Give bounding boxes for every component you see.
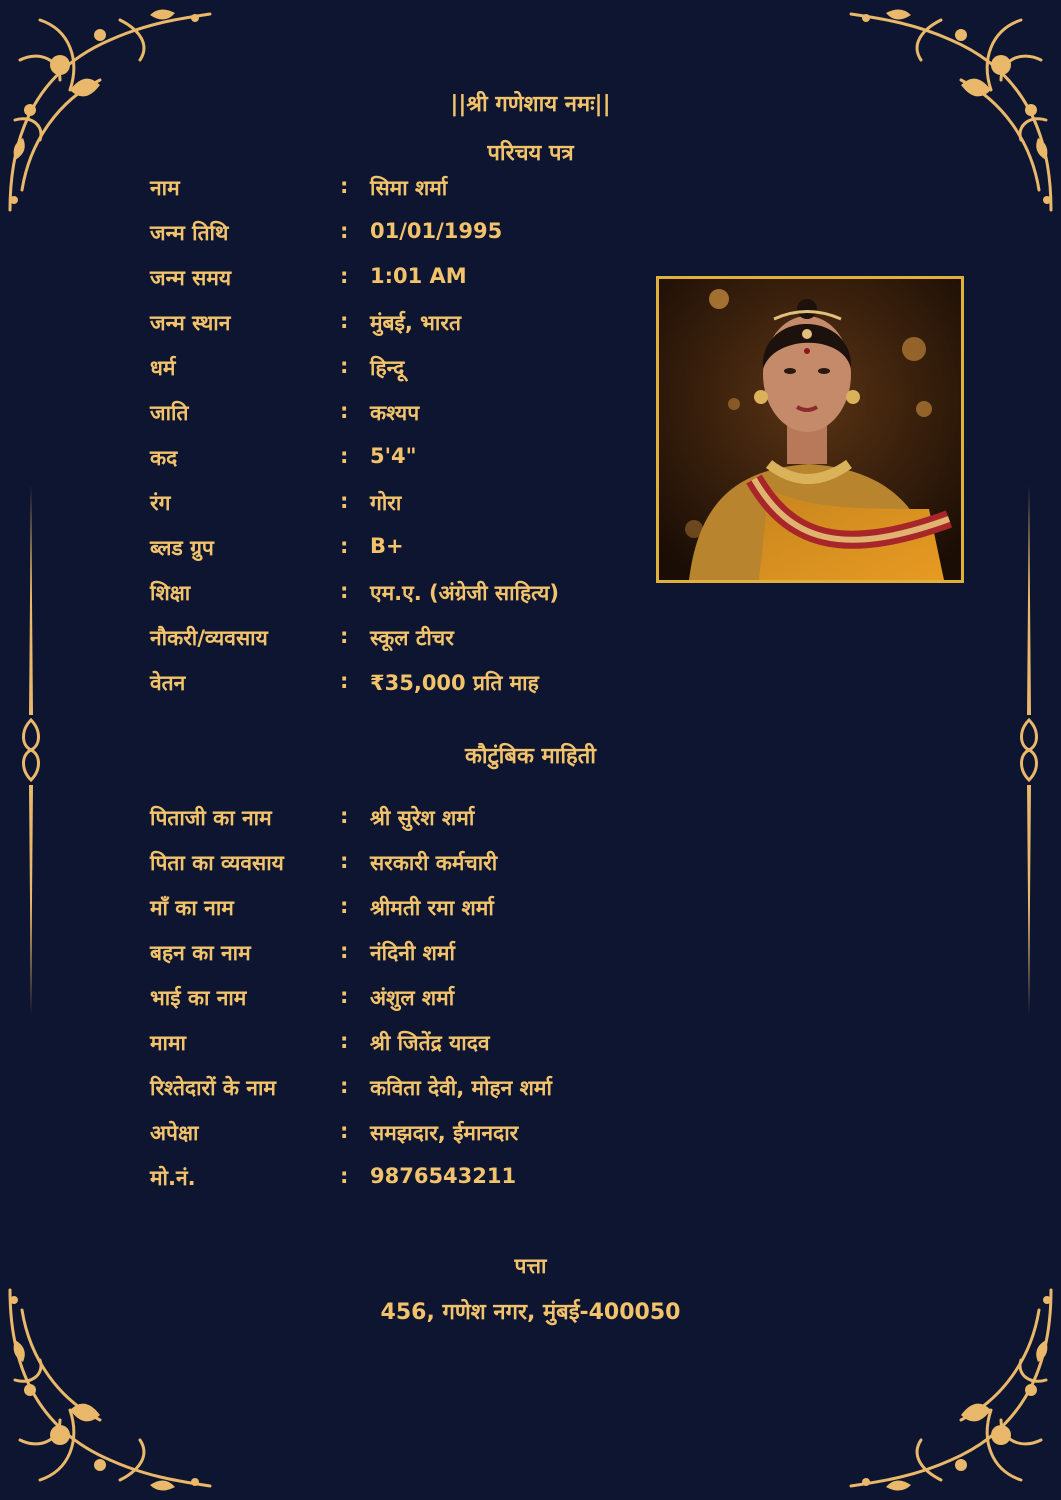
separator: : xyxy=(340,1074,349,1098)
separator: : xyxy=(340,534,349,558)
family-label: पिता का व्यवसाय xyxy=(150,851,284,875)
detail-label: रंग xyxy=(150,491,171,515)
separator: : xyxy=(340,1164,349,1188)
separator: : xyxy=(340,354,349,378)
detail-value: कश्यप xyxy=(370,401,420,425)
separator: : xyxy=(340,399,349,423)
separator: : xyxy=(340,174,349,198)
separator: : xyxy=(340,1119,349,1143)
family-section-title: कौटुंबिक माहिती xyxy=(465,744,596,769)
address-text: 456, गणेश नगर, मुंबई-400050 xyxy=(380,1300,681,1325)
family-label: अपेक्षा xyxy=(150,1121,199,1145)
detail-value: 1:01 AM xyxy=(370,264,467,288)
detail-value: ₹35,000 प्रति माह xyxy=(370,671,539,695)
detail-value: सिमा शर्मा xyxy=(370,176,448,200)
separator: : xyxy=(340,579,349,603)
family-value: श्री सुरेश शर्मा xyxy=(370,806,475,830)
portrait-illustration xyxy=(659,279,961,580)
separator: : xyxy=(340,444,349,468)
address-title: पत्ता xyxy=(514,1254,547,1278)
separator: : xyxy=(340,669,349,693)
family-value: 9876543211 xyxy=(370,1164,517,1188)
invocation-heading: ||श्री गणेशाय नमः|| xyxy=(450,92,611,117)
separator: : xyxy=(340,939,349,963)
family-value: सरकारी कर्मचारी xyxy=(370,851,498,875)
separator: : xyxy=(340,804,349,828)
separator: : xyxy=(340,894,349,918)
detail-value: गोरा xyxy=(370,491,402,515)
detail-label: नाम xyxy=(150,176,180,200)
family-label: मामा xyxy=(150,1031,186,1055)
detail-label: जन्म स्थान xyxy=(150,311,231,335)
separator: : xyxy=(340,849,349,873)
personal-section-title: परिचय पत्र xyxy=(487,141,574,166)
detail-value: 5'4" xyxy=(370,444,417,468)
family-label: भाई का नाम xyxy=(150,986,247,1010)
detail-label: शिक्षा xyxy=(150,581,191,605)
family-value: समझदार, ईमानदार xyxy=(370,1121,519,1145)
detail-value: 01/01/1995 xyxy=(370,219,503,243)
separator: : xyxy=(340,984,349,1008)
family-value: श्रीमती रमा शर्मा xyxy=(370,896,494,920)
detail-label: ब्लड ग्रुप xyxy=(150,536,214,560)
detail-value: हिन्दू xyxy=(370,356,405,380)
family-label: मो.नं. xyxy=(150,1166,196,1190)
separator: : xyxy=(340,219,349,243)
profile-photo xyxy=(656,276,964,583)
family-value: नंदिनी शर्मा xyxy=(370,941,455,965)
family-label: बहन का नाम xyxy=(150,941,251,965)
separator: : xyxy=(340,489,349,513)
detail-label: जन्म तिथि xyxy=(150,221,229,245)
detail-label: जन्म समय xyxy=(150,266,232,290)
detail-value: मुंबई, भारत xyxy=(370,311,461,335)
family-value: कविता देवी, मोहन शर्मा xyxy=(370,1076,552,1100)
separator: : xyxy=(340,309,349,333)
family-label: माँ का नाम xyxy=(150,896,234,920)
detail-value: स्कूल टीचर xyxy=(370,626,454,650)
separator: : xyxy=(340,264,349,288)
separator: : xyxy=(340,624,349,648)
detail-label: धर्म xyxy=(150,356,176,380)
family-label: रिश्तेदारों के नाम xyxy=(150,1076,276,1100)
family-value: श्री जितेंद्र यादव xyxy=(370,1031,490,1055)
separator: : xyxy=(340,1029,349,1053)
detail-value: एम.ए. (अंग्रेजी साहित्य) xyxy=(370,581,559,605)
detail-label: वेतन xyxy=(150,671,186,695)
family-value: अंशुल शर्मा xyxy=(370,986,455,1010)
detail-label: कद xyxy=(150,446,178,470)
family-label: पिताजी का नाम xyxy=(150,806,272,830)
detail-value: B+ xyxy=(370,534,404,558)
detail-label: जाति xyxy=(150,401,189,425)
detail-label: नौकरी/व्यवसाय xyxy=(150,626,268,650)
